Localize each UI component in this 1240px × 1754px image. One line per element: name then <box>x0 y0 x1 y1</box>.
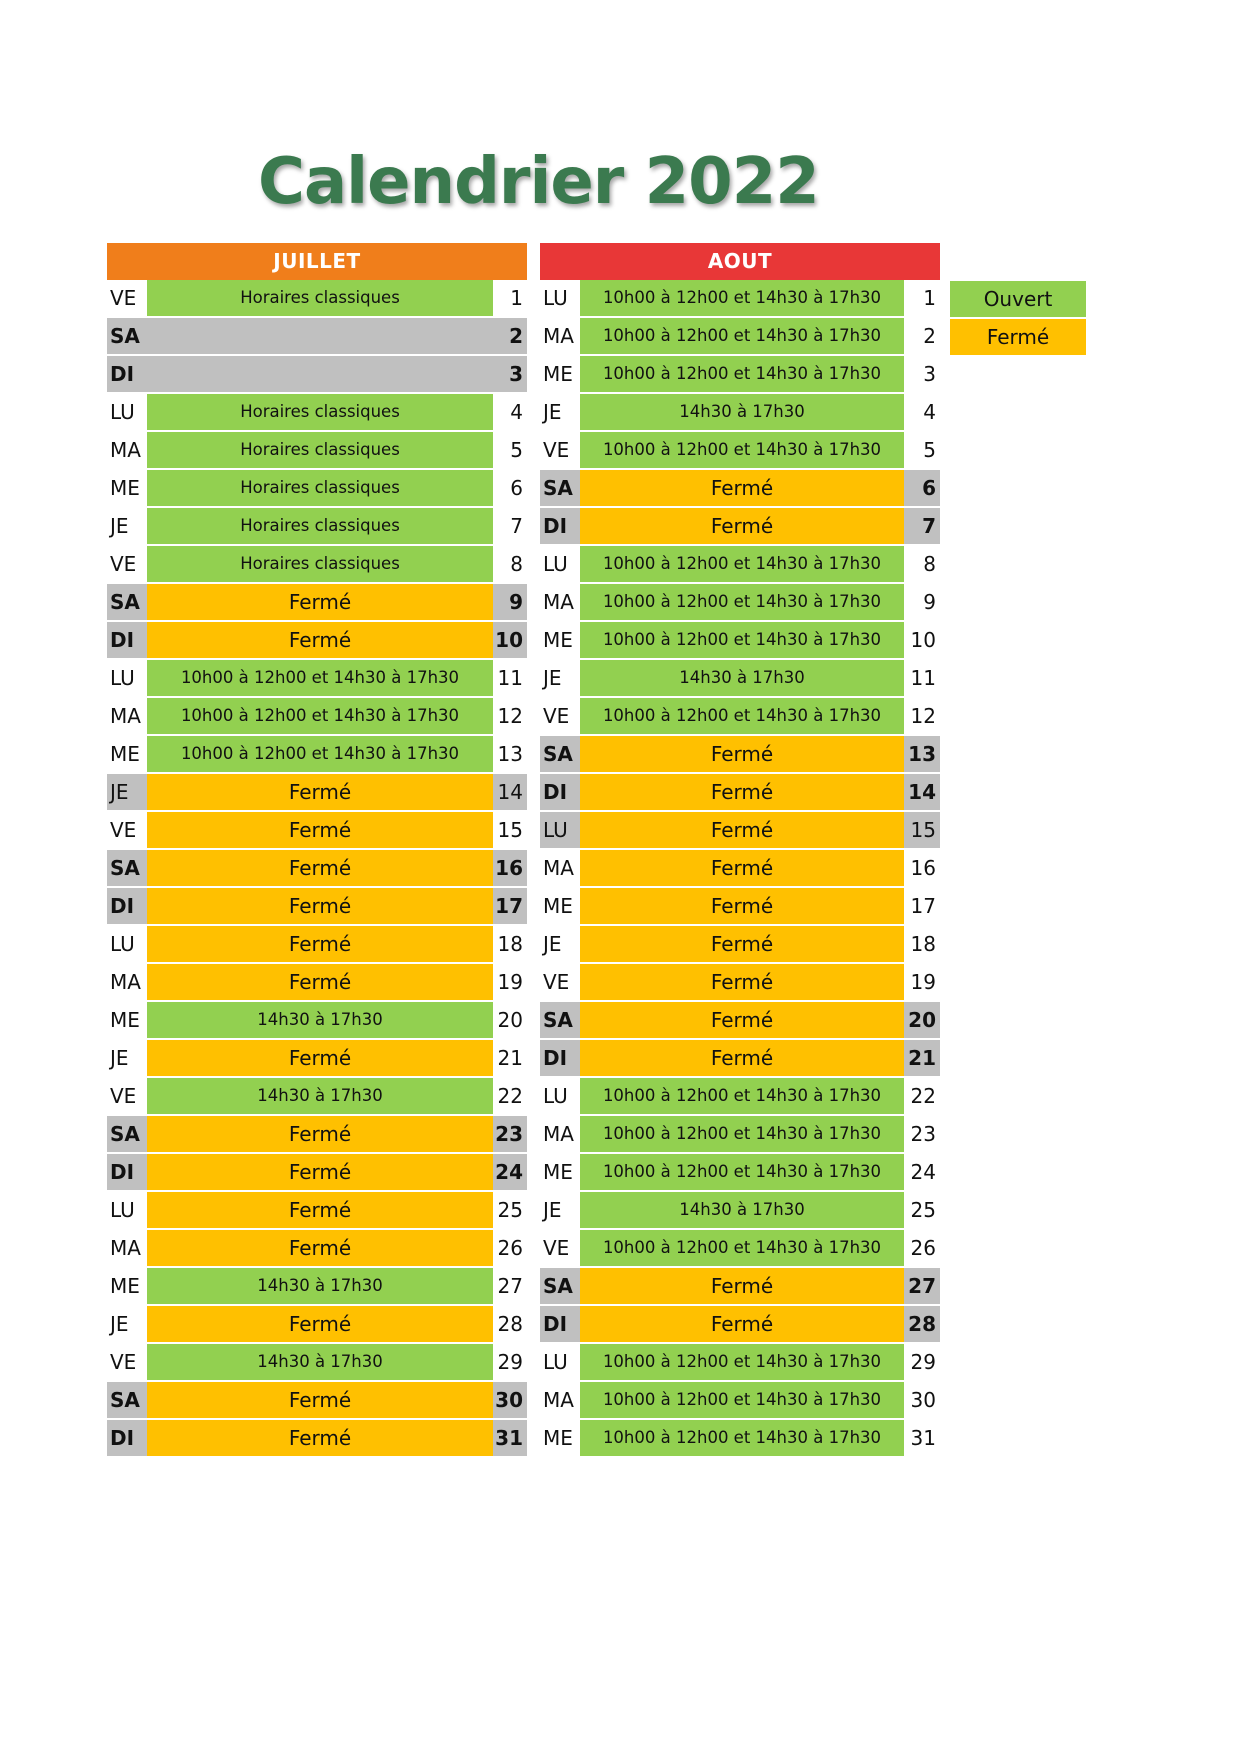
day-of-week: VE <box>543 438 570 462</box>
day-number: 22 <box>497 1084 523 1108</box>
day-of-week: JE <box>543 400 562 424</box>
day-number: 16 <box>493 850 527 886</box>
day-of-week: DI <box>107 356 147 392</box>
day-status: Horaires classiques <box>147 394 493 430</box>
day-number: 2 <box>923 324 936 348</box>
month-header: JUILLET <box>107 243 527 280</box>
day-status: Fermé <box>580 774 904 810</box>
day-row <box>540 1382 940 1420</box>
day-number: 13 <box>497 742 523 766</box>
day-number: 8 <box>510 552 523 576</box>
day-of-week: SA <box>540 1268 580 1304</box>
day-of-week: VE <box>110 1350 137 1374</box>
day-of-week: SA <box>540 736 580 772</box>
day-number: 17 <box>910 894 936 918</box>
day-row <box>107 1078 527 1116</box>
day-status: Fermé <box>147 1116 493 1152</box>
day-row <box>540 888 940 926</box>
day-status: Fermé <box>147 964 493 1000</box>
day-row <box>540 660 940 698</box>
day-of-week: MA <box>543 1388 574 1412</box>
day-row <box>540 318 940 356</box>
day-row <box>107 736 527 774</box>
day-status: Fermé <box>580 1002 904 1038</box>
day-of-week: ME <box>110 1274 140 1298</box>
day-row <box>107 926 527 964</box>
day-status: Fermé <box>580 926 904 962</box>
day-of-week: DI <box>107 888 147 924</box>
day-row <box>107 1192 527 1230</box>
day-number: 21 <box>497 1046 523 1070</box>
day-number: 5 <box>923 438 936 462</box>
day-status: 10h00 à 12h00 et 14h30 à 17h30 <box>580 1382 904 1418</box>
day-number: 28 <box>497 1312 523 1336</box>
day-status: 14h30 à 17h30 <box>147 1344 493 1380</box>
day-row <box>540 698 940 736</box>
month-aout <box>540 243 940 1458</box>
day-status: 10h00 à 12h00 et 14h30 à 17h30 <box>580 318 904 354</box>
day-row <box>107 470 527 508</box>
day-list <box>107 280 527 1458</box>
day-number: 17 <box>493 888 527 924</box>
day-row <box>107 964 527 1002</box>
day-status: Fermé <box>147 888 493 924</box>
day-row <box>540 432 940 470</box>
day-row <box>107 1420 527 1458</box>
day-status: Horaires classiques <box>147 546 493 582</box>
day-row <box>540 584 940 622</box>
month-header: AOUT <box>540 243 940 280</box>
day-of-week: JE <box>543 666 562 690</box>
day-status <box>147 318 493 354</box>
day-of-week: ME <box>110 476 140 500</box>
day-number: 18 <box>910 932 936 956</box>
day-number: 14 <box>904 774 940 810</box>
day-status: Fermé <box>147 850 493 886</box>
day-row <box>540 546 940 584</box>
day-of-week: SA <box>107 1116 147 1152</box>
day-status: Fermé <box>580 1306 904 1342</box>
day-row <box>107 1268 527 1306</box>
day-of-week: LU <box>543 552 568 576</box>
day-of-week: SA <box>107 850 147 886</box>
day-row <box>540 850 940 888</box>
day-status: Horaires classiques <box>147 432 493 468</box>
day-of-week: LU <box>110 932 135 956</box>
day-row <box>107 660 527 698</box>
day-number: 6 <box>510 476 523 500</box>
day-row <box>107 1306 527 1344</box>
day-number: 24 <box>493 1154 527 1190</box>
day-row <box>540 508 940 546</box>
day-of-week: LU <box>540 812 580 848</box>
day-of-week: JE <box>107 774 147 810</box>
day-row <box>107 1002 527 1040</box>
day-number: 21 <box>904 1040 940 1076</box>
day-of-week: VE <box>543 704 570 728</box>
day-status: 14h30 à 17h30 <box>580 394 904 430</box>
day-of-week: VE <box>543 1236 570 1260</box>
day-of-week: MA <box>543 1122 574 1146</box>
day-of-week: ME <box>543 1160 573 1184</box>
day-row <box>107 1116 527 1154</box>
day-number: 31 <box>910 1426 936 1450</box>
day-row <box>540 1002 940 1040</box>
day-of-week: DI <box>107 1420 147 1456</box>
day-status: Fermé <box>147 926 493 962</box>
day-status: 10h00 à 12h00 et 14h30 à 17h30 <box>580 1344 904 1380</box>
day-row <box>540 1154 940 1192</box>
day-of-week: DI <box>540 1040 580 1076</box>
day-row <box>540 1268 940 1306</box>
day-of-week: SA <box>540 1002 580 1038</box>
day-of-week: SA <box>107 584 147 620</box>
day-of-week: ME <box>543 894 573 918</box>
day-number: 15 <box>904 812 940 848</box>
day-number: 3 <box>923 362 936 386</box>
day-status: Horaires classiques <box>147 280 493 316</box>
day-of-week: LU <box>543 1084 568 1108</box>
day-row <box>540 1230 940 1268</box>
day-row <box>107 1040 527 1078</box>
day-row <box>540 1078 940 1116</box>
day-row <box>107 1382 527 1420</box>
day-of-week: MA <box>110 704 141 728</box>
day-status: Fermé <box>147 622 493 658</box>
day-of-week: JE <box>110 514 129 538</box>
day-row <box>107 1154 527 1192</box>
day-of-week: JE <box>543 1198 562 1222</box>
day-of-week: LU <box>543 286 568 310</box>
day-row <box>107 1230 527 1268</box>
day-number: 24 <box>910 1160 936 1184</box>
day-number: 1 <box>510 286 523 310</box>
day-status: Fermé <box>147 774 493 810</box>
day-number: 19 <box>910 970 936 994</box>
day-row <box>107 622 527 660</box>
day-status: Fermé <box>147 812 493 848</box>
day-row <box>107 850 527 888</box>
day-number: 9 <box>923 590 936 614</box>
legend-open: Ouvert <box>950 281 1086 317</box>
day-of-week: LU <box>110 400 135 424</box>
day-number: 16 <box>910 856 936 880</box>
day-of-week: DI <box>540 508 580 544</box>
day-of-week: VE <box>110 552 137 576</box>
day-status: Fermé <box>580 850 904 886</box>
day-of-week: MA <box>543 590 574 614</box>
day-row <box>540 1420 940 1458</box>
day-status: 14h30 à 17h30 <box>580 660 904 696</box>
page-title: Calendrier 2022 <box>258 145 819 219</box>
day-number: 5 <box>510 438 523 462</box>
day-status: Fermé <box>147 1192 493 1228</box>
day-number: 14 <box>493 774 527 810</box>
day-status: Fermé <box>147 1420 493 1456</box>
day-status: 14h30 à 17h30 <box>580 1192 904 1228</box>
day-row <box>540 964 940 1002</box>
day-row <box>107 698 527 736</box>
day-status: Fermé <box>147 584 493 620</box>
day-status: 10h00 à 12h00 et 14h30 à 17h30 <box>580 584 904 620</box>
day-number: 7 <box>904 508 940 544</box>
day-row <box>540 1040 940 1078</box>
day-status: Fermé <box>147 1154 493 1190</box>
day-number: 20 <box>497 1008 523 1032</box>
day-status: Horaires classiques <box>147 508 493 544</box>
day-of-week: VE <box>110 1084 137 1108</box>
day-status <box>147 356 493 392</box>
day-of-week: MA <box>110 970 141 994</box>
day-of-week: LU <box>543 1350 568 1374</box>
day-number: 11 <box>497 666 523 690</box>
day-number: 23 <box>493 1116 527 1152</box>
day-of-week: MA <box>110 438 141 462</box>
legend <box>950 281 1086 357</box>
day-of-week: ME <box>543 628 573 652</box>
day-of-week: ME <box>543 1426 573 1450</box>
day-row <box>107 546 527 584</box>
day-status: Fermé <box>147 1382 493 1418</box>
day-row <box>107 508 527 546</box>
day-number: 26 <box>910 1236 936 1260</box>
day-status: Fermé <box>580 812 904 848</box>
day-row <box>540 1192 940 1230</box>
day-number: 12 <box>910 704 936 728</box>
day-number: 4 <box>510 400 523 424</box>
day-row <box>540 470 940 508</box>
day-number: 11 <box>910 666 936 690</box>
day-of-week: VE <box>110 818 137 842</box>
day-row <box>107 394 527 432</box>
day-row <box>540 280 940 318</box>
day-number: 3 <box>493 356 527 392</box>
day-row <box>107 584 527 622</box>
day-number: 6 <box>904 470 940 506</box>
day-number: 25 <box>910 1198 936 1222</box>
day-of-week: DI <box>540 1306 580 1342</box>
day-number: 19 <box>497 970 523 994</box>
day-row <box>107 812 527 850</box>
day-number: 10 <box>910 628 936 652</box>
day-of-week: JE <box>110 1312 129 1336</box>
day-of-week: MA <box>543 856 574 880</box>
day-list <box>540 280 940 1458</box>
day-of-week: JE <box>110 1046 129 1070</box>
day-of-week: MA <box>110 1236 141 1260</box>
day-status: Fermé <box>147 1040 493 1076</box>
day-row <box>540 1306 940 1344</box>
day-number: 18 <box>497 932 523 956</box>
day-of-week: SA <box>107 1382 147 1418</box>
day-number: 31 <box>493 1420 527 1456</box>
day-of-week: LU <box>110 666 135 690</box>
day-status: 14h30 à 17h30 <box>147 1002 493 1038</box>
day-of-week: ME <box>543 362 573 386</box>
day-status: Fermé <box>147 1306 493 1342</box>
day-number: 28 <box>904 1306 940 1342</box>
day-number: 23 <box>910 1122 936 1146</box>
day-row <box>540 1344 940 1382</box>
day-row <box>107 888 527 926</box>
day-status: 10h00 à 12h00 et 14h30 à 17h30 <box>147 736 493 772</box>
day-row <box>107 774 527 812</box>
day-of-week: LU <box>110 1198 135 1222</box>
day-number: 27 <box>904 1268 940 1304</box>
day-of-week: DI <box>107 1154 147 1190</box>
day-of-week: JE <box>543 932 562 956</box>
day-status: 10h00 à 12h00 et 14h30 à 17h30 <box>147 698 493 734</box>
day-status: 10h00 à 12h00 et 14h30 à 17h30 <box>580 280 904 316</box>
day-row <box>540 394 940 432</box>
day-number: 13 <box>904 736 940 772</box>
day-status: 10h00 à 12h00 et 14h30 à 17h30 <box>580 1116 904 1152</box>
day-row <box>540 356 940 394</box>
day-row <box>540 926 940 964</box>
day-status: Fermé <box>580 1268 904 1304</box>
day-number: 12 <box>497 704 523 728</box>
day-number: 22 <box>910 1084 936 1108</box>
month-juillet <box>107 243 527 1458</box>
day-status: 10h00 à 12h00 et 14h30 à 17h30 <box>580 1420 904 1456</box>
day-status: 10h00 à 12h00 et 14h30 à 17h30 <box>580 356 904 392</box>
day-of-week: MA <box>543 324 574 348</box>
day-row <box>107 1344 527 1382</box>
day-number: 4 <box>923 400 936 424</box>
day-status: 10h00 à 12h00 et 14h30 à 17h30 <box>580 546 904 582</box>
day-status: Fermé <box>580 964 904 1000</box>
day-row <box>107 318 527 356</box>
day-status: 10h00 à 12h00 et 14h30 à 17h30 <box>580 698 904 734</box>
day-row <box>540 1116 940 1154</box>
day-number: 10 <box>493 622 527 658</box>
day-status: 14h30 à 17h30 <box>147 1268 493 1304</box>
day-number: 26 <box>497 1236 523 1260</box>
day-status: 10h00 à 12h00 et 14h30 à 17h30 <box>147 660 493 696</box>
day-row <box>540 774 940 812</box>
day-row <box>540 622 940 660</box>
day-status: Fermé <box>580 1040 904 1076</box>
day-number: 15 <box>497 818 523 842</box>
day-number: 8 <box>923 552 936 576</box>
day-of-week: DI <box>107 622 147 658</box>
day-number: 20 <box>904 1002 940 1038</box>
day-of-week: ME <box>110 1008 140 1032</box>
day-of-week: VE <box>110 286 137 310</box>
day-number: 9 <box>493 584 527 620</box>
legend-closed: Fermé <box>950 319 1086 355</box>
day-number: 2 <box>493 318 527 354</box>
day-row <box>540 812 940 850</box>
day-row <box>107 356 527 394</box>
day-number: 27 <box>497 1274 523 1298</box>
day-status: 10h00 à 12h00 et 14h30 à 17h30 <box>580 1230 904 1266</box>
day-status: 10h00 à 12h00 et 14h30 à 17h30 <box>580 622 904 658</box>
day-number: 7 <box>510 514 523 538</box>
day-of-week: ME <box>110 742 140 766</box>
day-row <box>107 280 527 318</box>
day-status: Fermé <box>580 736 904 772</box>
day-number: 29 <box>910 1350 936 1374</box>
day-number: 30 <box>910 1388 936 1412</box>
day-status: Fermé <box>580 508 904 544</box>
day-status: Horaires classiques <box>147 470 493 506</box>
day-row <box>107 432 527 470</box>
day-status: Fermé <box>147 1230 493 1266</box>
day-row <box>540 736 940 774</box>
day-of-week: SA <box>540 470 580 506</box>
day-of-week: SA <box>107 318 147 354</box>
day-status: 10h00 à 12h00 et 14h30 à 17h30 <box>580 1078 904 1114</box>
day-status: Fermé <box>580 470 904 506</box>
day-number: 29 <box>497 1350 523 1374</box>
day-number: 25 <box>497 1198 523 1222</box>
day-number: 30 <box>493 1382 527 1418</box>
day-number: 1 <box>923 286 936 310</box>
day-of-week: VE <box>543 970 570 994</box>
day-status: 14h30 à 17h30 <box>147 1078 493 1114</box>
day-of-week: DI <box>540 774 580 810</box>
day-status: 10h00 à 12h00 et 14h30 à 17h30 <box>580 432 904 468</box>
day-status: 10h00 à 12h00 et 14h30 à 17h30 <box>580 1154 904 1190</box>
day-status: Fermé <box>580 888 904 924</box>
